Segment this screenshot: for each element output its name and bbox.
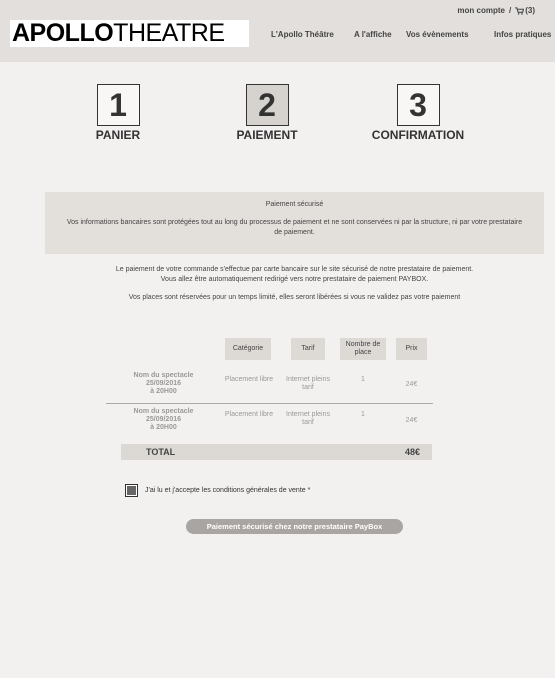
step-confirmation bbox=[353, 84, 483, 142]
secure-text: Vos informations bancaires sont protégées tout au long du processus de paiement et ne sont conservées ni par la structure, ni par votre prestataire de paiement. bbox=[66, 219, 523, 236]
cart-icon bbox=[515, 7, 524, 15]
step-label: PAIEMENT bbox=[236, 128, 298, 142]
total-value: 48€ bbox=[404, 447, 420, 457]
tarif-cell: Internet pleins tarif bbox=[286, 411, 330, 426]
payment-info bbox=[45, 265, 544, 303]
total-label: TOTAL bbox=[146, 447, 176, 457]
show-time: à 20H00 bbox=[150, 424, 177, 431]
nav-vos-evenements[interactable]: Vos évènements bbox=[406, 30, 469, 39]
cart-link[interactable] bbox=[515, 6, 535, 15]
category-cell: Placement libre bbox=[224, 411, 274, 418]
paybox-payment-button[interactable]: Paiement sécurisé chez notre prestataire PayBox bbox=[186, 519, 403, 534]
info-line-2: Vous allez être automatiquement redirigé vers notre prestataire de paiement PAYBOX. bbox=[160, 275, 429, 283]
cart-count: (3) bbox=[525, 6, 535, 15]
qty-cell: 1 bbox=[361, 376, 365, 383]
secure-payment-notice bbox=[45, 192, 544, 254]
secure-title: Paiement sécurisé bbox=[265, 201, 324, 208]
logo-thin-text: THEATRE bbox=[113, 20, 225, 47]
nav-infos-pratiques[interactable]: Infos pratiques bbox=[494, 30, 552, 39]
account-link[interactable]: mon compte bbox=[457, 6, 505, 15]
price-cell: 24€ bbox=[405, 381, 418, 388]
info-line-1: Le paiement de votre commande s'effectue par carte bancaire sur le site sécurisé de notre prestataire de paiement. bbox=[115, 266, 474, 273]
step-number: 3 bbox=[397, 84, 440, 126]
price-cell: 24€ bbox=[405, 417, 418, 424]
col-header-tarif: Tarif bbox=[291, 338, 325, 360]
info-line-3: Vos places sont réservées pour un temps limité, elles seront libérées si vous ne validez pas votre paiement bbox=[128, 294, 461, 301]
step-number: 1 bbox=[97, 84, 140, 126]
checkbox-check-icon bbox=[127, 486, 136, 495]
cgv-label: J'ai lu et j'accepte les conditions générales de vente * bbox=[145, 487, 311, 494]
show-name: Nom du spectacle bbox=[133, 372, 194, 379]
site-header bbox=[0, 0, 555, 62]
show-cell bbox=[106, 408, 221, 432]
qty-cell: 1 bbox=[361, 411, 365, 418]
col-header-nombre: Nombre de place bbox=[340, 338, 386, 360]
col-header-prix: Prix bbox=[396, 338, 427, 360]
account-bar bbox=[457, 6, 535, 15]
logo-bold-text: APOLLO bbox=[12, 20, 114, 47]
nav-a-l-affiche[interactable]: A l'affiche bbox=[354, 30, 392, 39]
step-panier bbox=[53, 84, 183, 142]
step-label: CONFIRMATION bbox=[371, 128, 465, 142]
col-header-categorie: Catégorie bbox=[225, 338, 271, 360]
table-row bbox=[106, 368, 433, 404]
total-row bbox=[121, 444, 432, 460]
cgv-checkbox[interactable] bbox=[125, 484, 138, 497]
step-label: PANIER bbox=[95, 128, 141, 142]
show-date: 25/09/2016 bbox=[145, 416, 182, 423]
show-time: à 20H00 bbox=[150, 388, 177, 395]
tarif-cell: Internet pleins tarif bbox=[286, 376, 330, 391]
show-name: Nom du spectacle bbox=[133, 408, 194, 415]
step-paiement bbox=[202, 84, 332, 142]
account-separator: / bbox=[508, 6, 512, 15]
category-cell: Placement libre bbox=[224, 376, 274, 383]
table-row bbox=[106, 406, 433, 442]
apollo-theatre-logo[interactable] bbox=[10, 20, 249, 47]
show-cell bbox=[106, 372, 221, 396]
nav-apollo-theatre[interactable]: L'Apollo Théâtre bbox=[271, 30, 334, 39]
cgv-consent bbox=[125, 484, 310, 497]
show-date: 25/09/2016 bbox=[145, 380, 182, 387]
step-number: 2 bbox=[246, 84, 289, 126]
